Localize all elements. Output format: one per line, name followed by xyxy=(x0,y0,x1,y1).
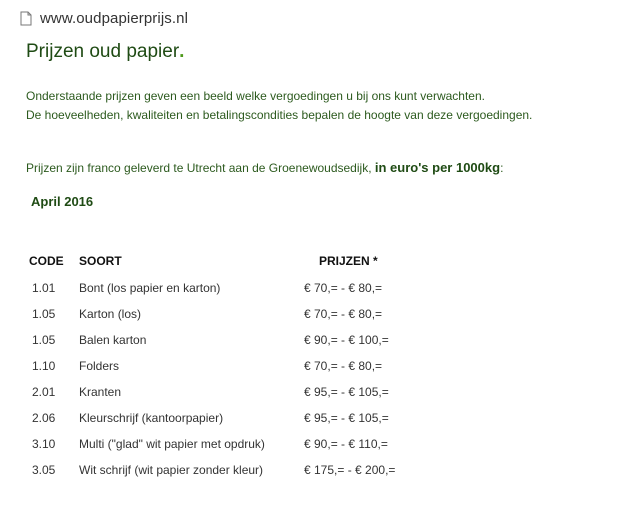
cell-soort: Multi ("glad" wit papier met opdruk) xyxy=(79,437,265,451)
cell-soort: Karton (los) xyxy=(79,307,142,321)
intro-text xyxy=(26,87,532,125)
cell-price: € 95,= - € 105,= xyxy=(304,385,389,399)
cell-soort: Balen karton xyxy=(79,333,147,347)
cell-code: 3.10 xyxy=(32,437,56,451)
table-row xyxy=(0,411,637,431)
table-row xyxy=(0,307,637,327)
table-row xyxy=(0,437,637,457)
page-icon xyxy=(20,11,32,26)
cell-code: 3.05 xyxy=(32,463,56,477)
cell-price: € 90,= - € 110,= xyxy=(304,437,388,451)
table-row xyxy=(0,359,637,379)
table-row xyxy=(0,463,637,483)
cell-code: 2.01 xyxy=(32,385,56,399)
page-title-text: Prijzen oud papier xyxy=(26,41,180,62)
intro-line-2: De hoeveelheden, kwaliteiten en betalingscondities bepalen de hoogte van deze vergoedingen. xyxy=(26,108,533,122)
url-text[interactable]: www.oudpapierprijs.nl xyxy=(40,9,189,27)
header-soort: SOORT xyxy=(79,254,122,268)
header-prijzen: PRIJZEN * xyxy=(319,254,378,268)
cell-code: 1.05 xyxy=(32,333,56,347)
delivery-text xyxy=(26,158,503,178)
cell-price: € 70,= - € 80,= xyxy=(304,281,383,295)
cell-price: € 95,= - € 105,= xyxy=(304,411,389,425)
delivery-suffix: : xyxy=(500,161,504,175)
header-code: CODE xyxy=(29,254,64,268)
cell-soort: Bont (los papier en karton) xyxy=(79,281,221,295)
address-bar[interactable] xyxy=(20,8,188,28)
intro-line-1: Onderstaande prijzen geven een beeld welke vergoedingen u bij ons kunt verwachten. xyxy=(26,89,485,103)
cell-price: € 175,= - € 200,= xyxy=(304,463,396,477)
table-row xyxy=(0,333,637,353)
table-row xyxy=(0,385,637,405)
cell-soort: Folders xyxy=(79,359,120,373)
cell-price: € 70,= - € 80,= xyxy=(304,307,383,321)
delivery-text-main: Prijzen zijn franco geleverd te Utrecht aan de Groenewoudsedijk, xyxy=(26,161,375,175)
delivery-emphasis: in euro's per 1000kg xyxy=(374,160,501,175)
cell-soort: Wit schrijf (wit papier zonder kleur) xyxy=(79,463,264,477)
cell-code: 1.01 xyxy=(32,281,56,295)
cell-code: 1.10 xyxy=(32,359,56,373)
title-dot: . xyxy=(179,41,185,62)
cell-price: € 70,= - € 80,= xyxy=(304,359,383,373)
cell-code: 2.06 xyxy=(32,411,56,425)
cell-soort: Kleurschrijf (kantoorpapier) xyxy=(79,411,224,425)
cell-soort: Kranten xyxy=(79,385,122,399)
cell-code: 1.05 xyxy=(32,307,56,321)
table-row xyxy=(0,281,637,301)
cell-price: € 90,= - € 100,= xyxy=(304,333,389,347)
page-title xyxy=(26,41,184,63)
price-date: April 2016 xyxy=(31,194,94,209)
